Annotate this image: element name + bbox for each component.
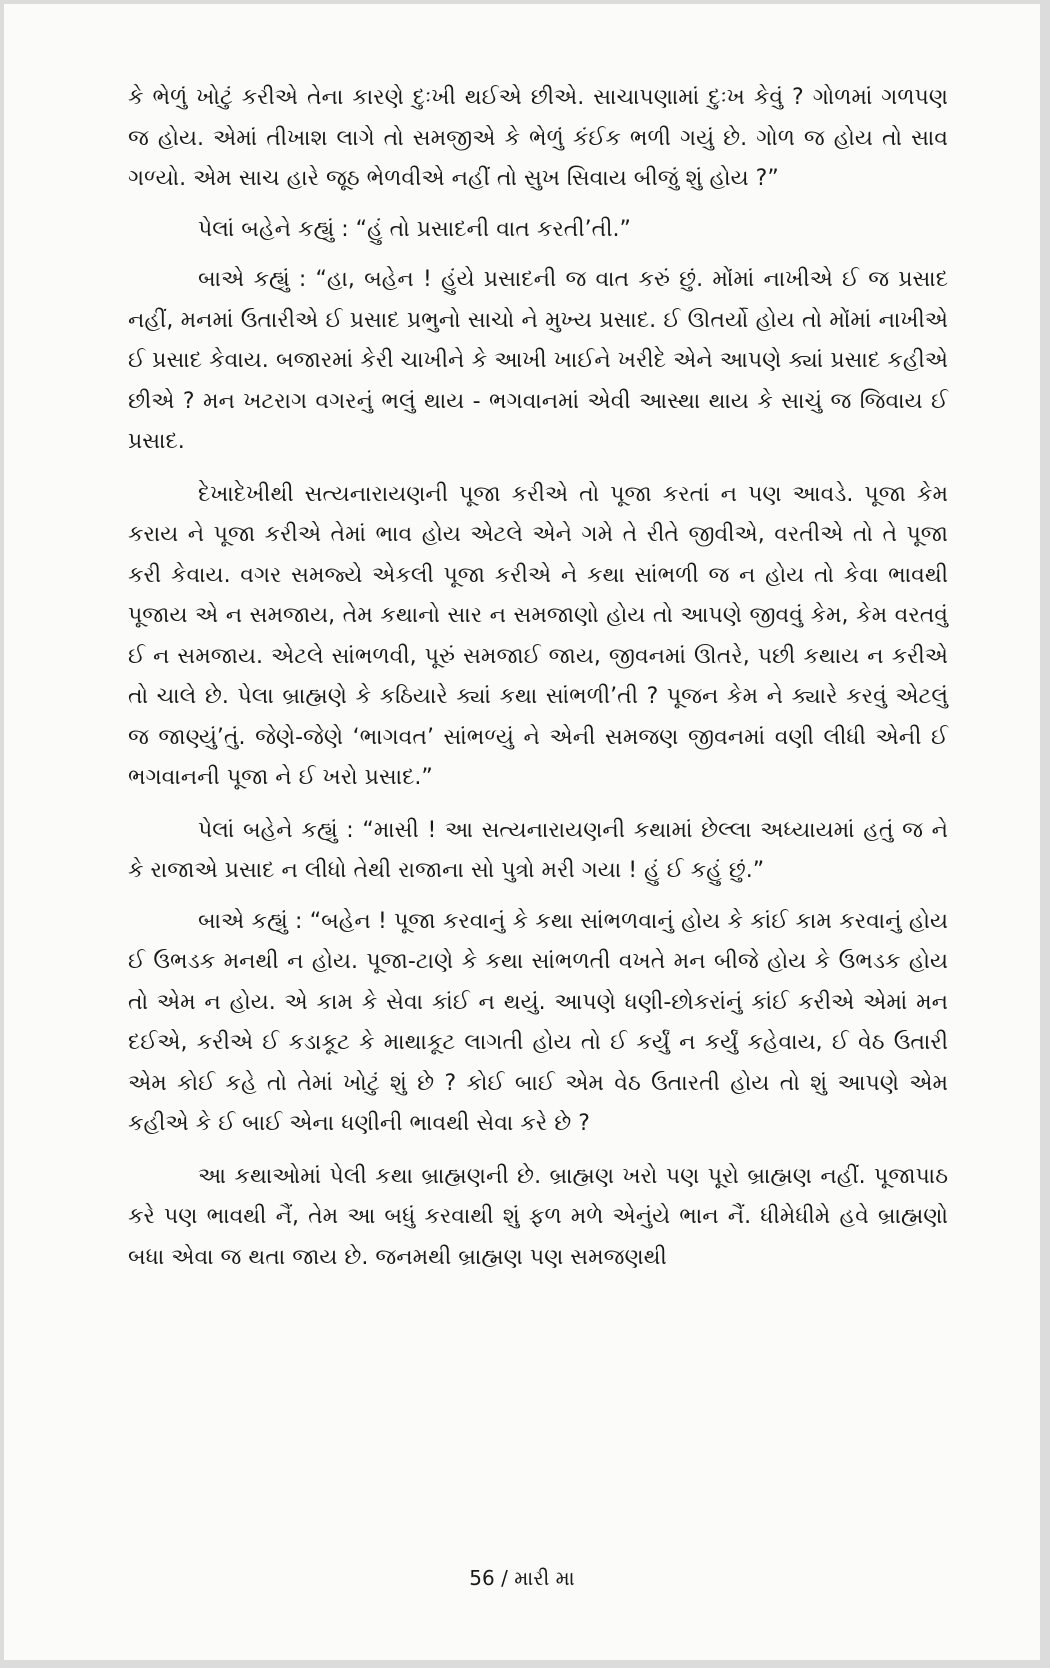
paragraph-dialogue-2: બાએ કહ્યું : “હા, બહેન ! હુંયે પ્રસાદની જ વાત કરું છું. મોંમાં નાખીએ ઈ જ પ્રસાદ નહીં, મનમાં ઉતારીએ ઈ પ્રસાદ પ્રભુનો સાચો ને મુખ્ય પ્રસાદ. ઈ ઊતર્યો હોય તો મોંમાં નાખીએ ઈ પ્રસાદ કેવાય. બજારમાં કેરી ચાખીને કે આખી ખાઈને ખરીદે એને આપણે ક્યાં પ્રસાદ કહીએ છીએ ? મન ખટરાગ વગરનું ભલું થાય - ભગવાનમાં એવી આસ્થા થાય કે સાચું જ જિવાય ઈ પ્રસાદ. [128,267,948,454]
paragraph-dialogue-4: બાએ કહ્યું : “બહેન ! પૂજા કરવાનું કે કથા સાંભળવાનું હોય કે કાંઈ કામ કરવાનું હોય ઈ ઉભડક મનથી ન હોય. પૂજા-ટાણે કે કથા સાંભળતી વખતે મન બીજે હોય કે ઉભડક હોય તો એમ ન હોય. એ કામ કે સેવા કાંઈ ન થયું. આપણે ધણી-છોકરાંનું કાંઈ કરીએ એમાં મન દઈએ, કરીએ ઈ કડાકૂટ કે માથાકૂટ લાગતી હોય તો ઈ કર્યું ન કર્યું કહેવાય, ઈ વેઠ ઉતારી એમ કોઈ કહે તો તેમાં ખોટું શું છે ? કોઈ બાઈ એમ વેઠ ઉતારતી હોય તો શું આપણે એમ કહીએ કે ઈ બાઈ એના ધણીની ભાવથી સેવા કરે છે ? [128,908,948,1136]
page-footer [4,1566,1040,1590]
body-text [128,78,948,1278]
paragraph-narrative-2: આ કથાઓમાં પેલી કથા બ્રાહ્મણની છે. બ્રાહ્મણ ખરો પણ પૂરો બ્રાહ્મણ નહીં. પૂજાપાઠ કરે પણ ભાવથી નૈં, તેમ આ બધું કરવાથી શું ફળ મળે એનુંયે ભાન નૈં. ધીમેધીમે હવે બ્રાહ્મણો બધા એવા જ થતા જાય છે. જનમથી બ્રાહ્મણ પણ સમજણથી [128,1163,948,1270]
paragraph-dialogue-1: પેલાં બહેને કહ્યું : “હું તો પ્રસાદની વાત કરતી’તી.” [198,216,631,242]
paragraph-narrative-1: દેખાદેખીથી સત્યનારાયણની પૂજા કરીએ તો પૂજા કરતાં ન પણ આવડે. પૂજા કેમ કરાય ને પૂજા કરીએ તેમાં ભાવ હોય એટલે એને ગમે તે રીતે જીવીએ, વરતીએ તો તે પૂજા કરી કેવાય. વગર સમજ્યે એકલી પૂજા કરીએ ને કથા સાંભળી જ ન હોય તો કેવા ભાવથી પૂજાય એ ન સમજાય, તેમ કથાનો સાર ન સમજાણો હોય તો આપણે જીવવું કેમ, કેમ વરતવું ઈ ન સમજાય. એટલે સાંભળવી, પૂરું સમજાઈ જાય, જીવનમાં ઊતરે, પછી કથાય ન કરીએ તો ચાલે છે. પેલા બ્રાહ્મણે કે કઠિયારે ક્યાં કથા સાંભળી’તી ? પૂજન કેમ ને ક્યારે કરવું એટલું જ જાણ્યું’તું. જેણે-જેણે ‘ભાગવત’ સાંભળ્યું ને એની સમજણ જીવનમાં વણી લીધી એની ઈ ભગવાનની પૂજા ને ઈ ખરો પ્રસાદ.” [128,481,948,790]
book-title: મારી મા [514,1566,575,1590]
paragraph-continuation: કે ભેળું ખોટું કરીએ તેના કારણે દુઃખી થઈએ છીએ. સાચાપણામાં દુઃખ કેવું ? ગોળમાં ગળપણ જ હોય. એમાં તીખાશ લાગે તો સમજીએ કે ભેળું કંઈક ભળી ગયું છે. ગોળ જ હોય તો સાવ ગળ્યો. એમ સાચ હારે જૂઠ ભેળવીએ નહીં તો સુખ સિવાય બીજું શું હોય ?” [128,85,948,191]
book-page [4,4,1040,1660]
footer-separator: / [501,1566,508,1590]
paragraph-dialogue-3: પેલાં બહેને કહ્યું : “માસી ! આ સત્યનારાયણની કથામાં છેલ્લા અધ્યાયમાં હતું જ ને કે રાજાએ પ્રસાદ ન લીધો તેથી રાજાના સો પુત્રો મરી ગયા ! હું ઈ કહું છું.” [128,817,948,883]
page-number: 56 [469,1566,495,1590]
